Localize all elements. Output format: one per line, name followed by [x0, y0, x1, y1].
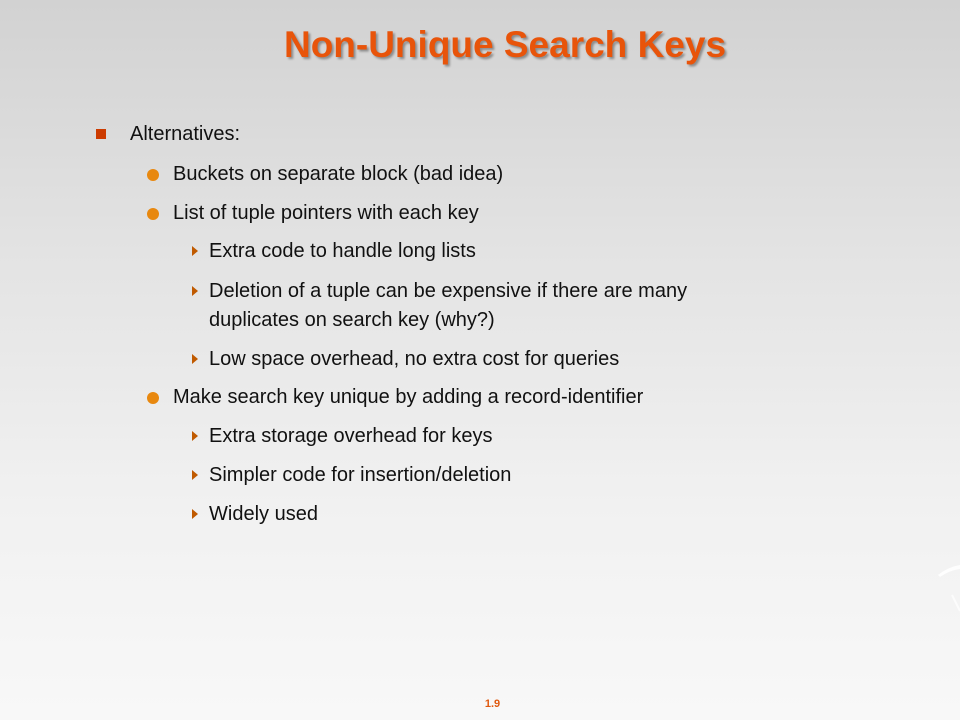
bullet-deletion-line1: Deletion of a tuple can be expensive if there are many	[209, 280, 688, 302]
triangle-bullet-icon	[192, 286, 198, 296]
bullet-extra-code: Extra code to handle long lists	[209, 240, 476, 262]
bullet-widely-used: Widely used	[209, 503, 318, 525]
bullet-make-unique: Make search key unique by adding a record-identifier	[173, 386, 644, 408]
dot-bullet-icon	[147, 169, 159, 181]
dot-bullet-icon	[147, 208, 159, 220]
decorative-swoosh	[930, 555, 960, 615]
bullet-simpler-code: Simpler code for insertion/deletion	[209, 464, 512, 486]
bullet-alternatives: Alternatives:	[130, 123, 241, 145]
triangle-bullet-icon	[192, 431, 198, 441]
dot-bullet-icon	[147, 392, 159, 404]
page-number: 1.9	[484, 698, 501, 710]
slide-title: Non-Unique Search Keys	[283, 24, 727, 65]
bullet-deletion-line2: duplicates on search key (why?)	[209, 309, 495, 331]
bullet-buckets: Buckets on separate block (bad idea)	[173, 163, 504, 185]
bullet-low-space: Low space overhead, no extra cost for queries	[209, 348, 620, 370]
bullet-storage-overhead: Extra storage overhead for keys	[209, 425, 493, 447]
bullet-tuple-pointers: List of tuple pointers with each key	[173, 202, 479, 224]
triangle-bullet-icon	[192, 246, 198, 256]
triangle-bullet-icon	[192, 509, 198, 519]
triangle-bullet-icon	[192, 470, 198, 480]
triangle-bullet-icon	[192, 354, 198, 364]
square-bullet-icon	[96, 129, 106, 139]
